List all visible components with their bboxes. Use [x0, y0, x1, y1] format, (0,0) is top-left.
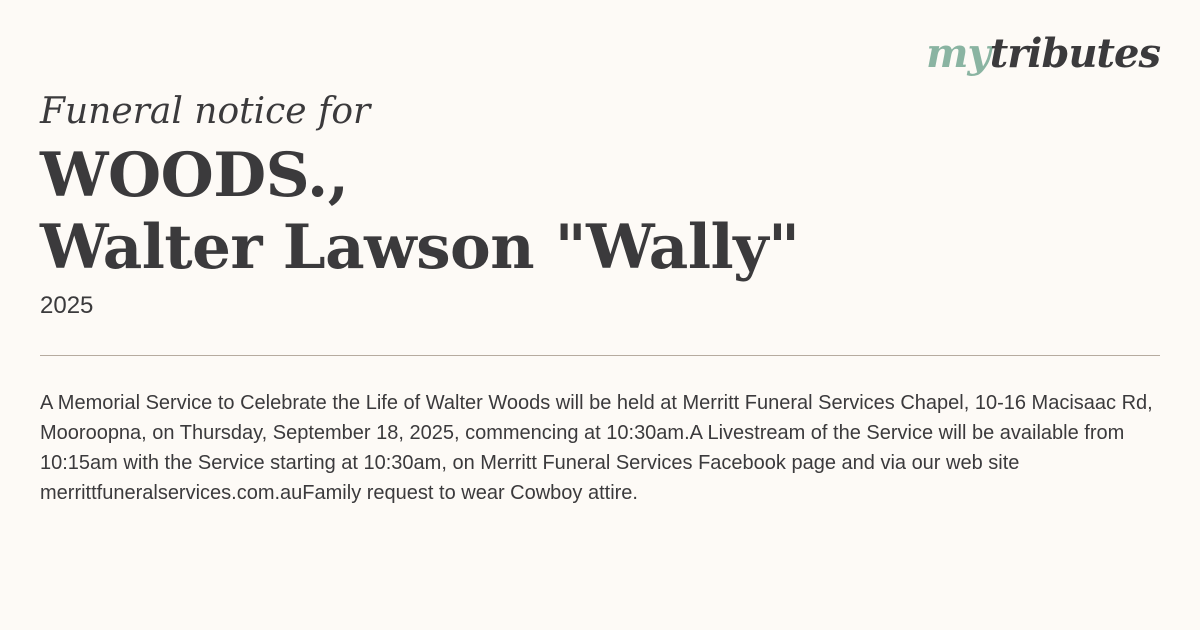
- deceased-given-names: Walter Lawson "Wally": [40, 212, 800, 283]
- logo-my: my: [926, 30, 990, 77]
- deceased-name: [40, 140, 1160, 284]
- notice-heading: Funeral notice for: [40, 91, 371, 132]
- notice-body: A Memorial Service to Celebrate the Life of Walter Woods will be held at Merritt Funeral Services Chapel, 10-16 Macisaac Rd, Mooroopna, on Thursday, September 18, 2025, commencing at 10:30am.A Livestream of the Service will be available from 10:15am with the Service starting at 10:30am, on Merritt Funeral Services Facebook page and via our web site merrittfuneralservices.com.auFamily request to wear Cowboy attire.: [40, 392, 1153, 504]
- divider: [40, 355, 1160, 356]
- notice-year: 2025: [40, 292, 94, 319]
- deceased-surname: WOODS.,: [40, 140, 349, 211]
- logo-tributes: tributes: [989, 30, 1160, 77]
- mytributes-logo: [926, 30, 1160, 77]
